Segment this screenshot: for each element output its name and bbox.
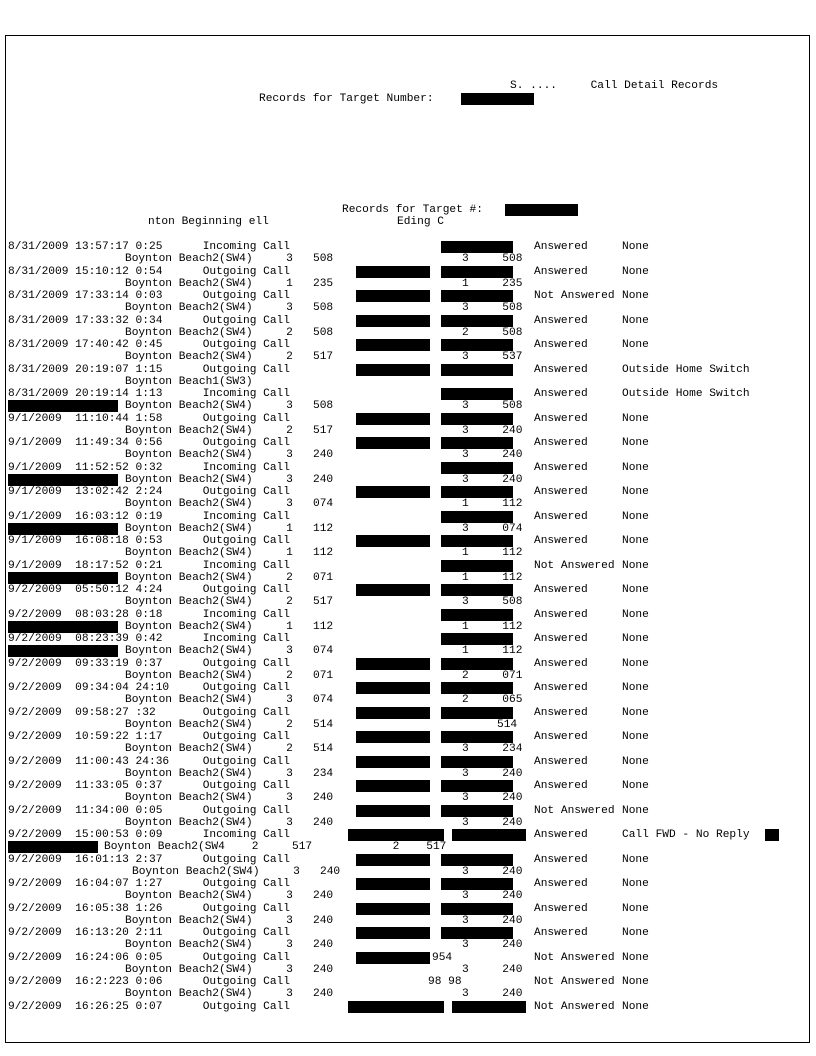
record-status: Not Answered xyxy=(534,804,615,817)
record-end-cell: 3 508 xyxy=(462,302,523,314)
redaction-block xyxy=(356,756,430,768)
record-line-location: Boynton Beach2(SW4) 3 240 xyxy=(125,963,334,976)
record-note: Call FWD - No Reply xyxy=(622,829,750,841)
record-line-location: Boynton Beach2(SW4 2 517 2 517 xyxy=(104,841,447,853)
redaction-block xyxy=(348,1001,444,1013)
record-end-cell: 3 240 xyxy=(462,865,523,878)
record-note: None xyxy=(622,682,649,694)
redaction-block xyxy=(441,413,513,425)
redaction-block xyxy=(441,339,513,351)
record-line-location: Boynton Beach2(SW4) 2 517 xyxy=(125,596,334,608)
record-line-primary: 9/2/2009 09:33:19 0:37 Outgoing Call xyxy=(8,657,290,670)
record-line-location: Boynton Beach2(SW4) 3 240 xyxy=(125,939,334,951)
record-end-cell: 1 112 xyxy=(462,571,523,584)
col-header-right: Eding C xyxy=(397,216,444,228)
redaction-block xyxy=(356,927,430,939)
redaction-block xyxy=(356,339,430,351)
record-note: None xyxy=(622,878,649,890)
record-end-cell: 2 065 xyxy=(462,694,523,706)
record-line-primary: 9/1/2009 11:49:34 0:56 Outgoing Call xyxy=(8,437,290,449)
redaction-block xyxy=(441,560,513,572)
redaction-block xyxy=(441,903,513,915)
record-end-cell: 1 112 xyxy=(462,498,523,510)
record-note: None xyxy=(622,976,649,988)
record-status: Answered xyxy=(534,510,588,523)
record-end-cell: 3 240 xyxy=(462,816,523,829)
doc-records-target: Records for Target #: xyxy=(342,204,483,216)
record-line-location: Boynton Beach2(SW4) 1 112 xyxy=(125,547,334,559)
record-line-primary: 9/1/2009 18:17:52 0:21 Incoming Call xyxy=(8,559,290,572)
record-note: None xyxy=(622,608,649,621)
record-end-cell: 3 508 xyxy=(462,253,523,265)
redaction-block xyxy=(441,658,513,670)
redaction-block xyxy=(441,927,513,939)
record-note: None xyxy=(622,535,649,547)
redaction-block xyxy=(356,952,430,964)
record-line-primary: 9/1/2009 16:03:12 0:19 Incoming Call xyxy=(8,510,290,523)
record-status: Answered xyxy=(534,780,588,792)
redaction-block xyxy=(356,437,430,449)
redaction-block xyxy=(452,829,526,841)
record-note: None xyxy=(622,706,649,719)
record-line-location: Boynton Beach2(SW4) 3 508 xyxy=(125,400,334,412)
record-status: Not Answered xyxy=(534,290,615,302)
record-line-location: Boynton Beach1(SW3) xyxy=(125,375,253,388)
record-line-location: Boynton Beach2(SW4) 3 240 xyxy=(125,473,334,486)
record-line-location: Boynton Beach2(SW4) 3 074 xyxy=(125,694,334,706)
record-note: None xyxy=(622,951,649,964)
record-line-primary: 8/31/2009 17:40:42 0:45 Outgoing Call xyxy=(8,339,290,351)
record-status: Answered xyxy=(534,388,588,400)
record-line-primary: 9/2/2009 11:00:43 24:36 Outgoing Call xyxy=(8,755,290,768)
record-note: None xyxy=(622,314,649,327)
record-end-cell: 3 240 xyxy=(462,792,523,804)
record-line-primary: 9/1/2009 11:10:44 1:58 Outgoing Call xyxy=(8,412,290,425)
record-status: Answered xyxy=(534,608,588,621)
record-line-primary: 9/2/2009 16:2:223 0:06 Outgoing Call xyxy=(8,976,290,988)
record-end-cell: 3 240 xyxy=(462,963,523,976)
redaction-block xyxy=(441,241,513,253)
record-note: None xyxy=(622,412,649,425)
record-line-primary: 8/31/2009 13:57:17 0:25 Incoming Call xyxy=(8,241,290,253)
redaction-block xyxy=(356,805,430,817)
record-status: Answered xyxy=(534,755,588,768)
redaction-block xyxy=(441,854,513,866)
record-line-location: Boynton Beach2(SW4) 2 071 xyxy=(125,669,334,682)
record-line-location: Boynton Beach2(SW4) 3 234 xyxy=(125,767,334,780)
record-status: Not Answered xyxy=(534,1000,615,1013)
record-note: None xyxy=(622,559,649,572)
record-line-primary: 9/2/2009 08:03:28 0:18 Incoming Call xyxy=(8,608,290,621)
record-status: Answered xyxy=(534,437,588,449)
record-inline-fragment: 98 98 xyxy=(428,976,462,988)
record-end-cell: 2 071 xyxy=(462,669,523,682)
record-note: None xyxy=(622,657,649,670)
record-line-primary: 9/1/2009 11:52:52 0:32 Incoming Call xyxy=(8,461,290,474)
record-line-location: Boynton Beach2(SW4) 3 240 xyxy=(125,792,334,804)
record-end-cell: 3 240 xyxy=(462,449,523,461)
record-line-primary: 9/2/2009 09:58:27 :32 Outgoing Call xyxy=(8,706,290,719)
record-inline-fragment: 954 xyxy=(432,951,453,964)
record-status: Answered xyxy=(534,584,588,596)
redaction-block xyxy=(441,486,513,498)
record-end-cell: 3 240 xyxy=(462,988,523,1000)
record-note: None xyxy=(622,804,649,817)
record-status: Answered xyxy=(534,682,588,694)
record-note: None xyxy=(622,780,649,792)
record-line-location: Boynton Beach2(SW4) 3 240 xyxy=(125,816,334,829)
redaction-block xyxy=(441,682,513,694)
record-line-primary: 8/31/2009 17:33:14 0:03 Outgoing Call xyxy=(8,290,290,302)
record-note: None xyxy=(622,584,649,596)
record-end-cell: 1 235 xyxy=(462,277,523,290)
record-end-cell: 3 074 xyxy=(462,522,523,535)
redaction-block xyxy=(441,388,513,400)
redaction-block xyxy=(356,315,430,327)
redaction-block xyxy=(356,266,430,278)
redaction-block xyxy=(441,805,513,817)
record-end-cell: 3 240 xyxy=(462,914,523,927)
redaction-block xyxy=(441,731,513,743)
record-status: Answered xyxy=(534,853,588,866)
record-line-location: Boynton Beach2(SW4) 3 240 xyxy=(132,865,341,878)
record-end-cell: 1 112 xyxy=(462,547,523,559)
record-note: None xyxy=(622,902,649,915)
record-line-location: Boynton Beach2(SW4) 3 508 xyxy=(125,253,334,265)
record-line-primary: 9/2/2009 05:50:12 4:24 Outgoing Call xyxy=(8,584,290,596)
record-status: Answered xyxy=(534,927,588,939)
record-line-primary: 8/31/2009 20:19:07 1:15 Outgoing Call xyxy=(8,363,290,376)
record-note: None xyxy=(622,339,649,351)
record-status: Answered xyxy=(534,241,588,253)
redaction-block xyxy=(452,1001,526,1013)
record-line-primary: 9/2/2009 08:23:39 0:42 Incoming Call xyxy=(8,633,290,645)
record-line-primary: 9/2/2009 15:00:53 0:09 Incoming Call xyxy=(8,829,290,841)
record-line-location: Boynton Beach2(SW4) 2 071 xyxy=(125,571,334,584)
record-note: Outside Home Switch xyxy=(622,388,750,400)
record-line-primary: 8/31/2009 17:33:32 0:34 Outgoing Call xyxy=(8,314,290,327)
record-status: Answered xyxy=(534,731,588,743)
redaction-block xyxy=(441,364,513,376)
record-end-cell: 3 240 xyxy=(462,473,523,486)
record-line-location: Boynton Beach2(SW4) 1 235 xyxy=(125,277,334,290)
col-header-left: nton Beginning ell xyxy=(148,216,269,228)
record-end-cell: 3 537 xyxy=(462,351,523,363)
record-status: Answered xyxy=(534,535,588,547)
record-line-primary: 9/2/2009 16:24:06 0:05 Outgoing Call xyxy=(8,951,290,964)
record-line-location: Boynton Beach2(SW4) 2 517 xyxy=(125,424,334,437)
record-line-location: Boynton Beach2(SW4) 3 240 xyxy=(125,890,334,902)
record-line-location: Boynton Beach2(SW4) 3 074 xyxy=(125,498,334,510)
record-note: Outside Home Switch xyxy=(622,363,750,376)
record-end-cell: 3 240 xyxy=(462,767,523,780)
record-note: None xyxy=(622,633,649,645)
record-end-cell: 3 240 xyxy=(462,890,523,902)
record-end-cell: 3 508 xyxy=(462,400,523,412)
record-line-primary: 9/2/2009 16:01:13 2:37 Outgoing Call xyxy=(8,853,290,866)
record-line-primary: 8/31/2009 15:10:12 0:54 Outgoing Call xyxy=(8,265,290,278)
redaction-block xyxy=(441,584,513,596)
doc-records-line: Records for Target Number: xyxy=(259,93,434,105)
record-status: Answered xyxy=(534,265,588,278)
record-line-location: Boynton Beach2(SW4) 3 240 xyxy=(125,914,334,927)
record-line-primary: 9/1/2009 13:02:42 2:24 Outgoing Call xyxy=(8,486,290,498)
redaction-block xyxy=(505,204,578,216)
record-note: None xyxy=(622,461,649,474)
record-note: None xyxy=(622,510,649,523)
redaction-block xyxy=(356,658,430,670)
record-status: Answered xyxy=(534,461,588,474)
record-line-location: Boynton Beach2(SW4) 2 508 xyxy=(125,326,334,339)
record-line-location: Boynton Beach2(SW4) 2 514 xyxy=(125,718,334,731)
redaction-block xyxy=(441,290,513,302)
record-status: Not Answered xyxy=(534,976,615,988)
redaction-block xyxy=(441,780,513,792)
record-status: Not Answered xyxy=(534,559,615,572)
redaction-block xyxy=(765,829,779,841)
record-end-cell: 1 112 xyxy=(462,645,523,657)
record-status: Answered xyxy=(534,878,588,890)
redaction-block xyxy=(356,854,430,866)
redaction-block xyxy=(441,511,513,523)
record-note: None xyxy=(622,755,649,768)
redaction-block xyxy=(356,364,430,376)
record-line-location: Boynton Beach2(SW4) 1 112 xyxy=(125,522,334,535)
redaction-block xyxy=(441,266,513,278)
record-status: Answered xyxy=(534,902,588,915)
record-status: Answered xyxy=(534,314,588,327)
redaction-block xyxy=(441,633,513,645)
record-note: None xyxy=(622,731,649,743)
redaction-block xyxy=(356,682,430,694)
record-note: None xyxy=(622,265,649,278)
record-note: None xyxy=(622,437,649,449)
record-line-location: Boynton Beach2(SW4) 3 074 xyxy=(125,645,334,657)
record-line-location: Boynton Beach2(SW4) 3 508 xyxy=(125,302,334,314)
record-status: Answered xyxy=(534,486,588,498)
record-note: None xyxy=(622,927,649,939)
redaction-block xyxy=(356,290,430,302)
redaction-block xyxy=(441,315,513,327)
redaction-block xyxy=(441,437,513,449)
doc-header-top-right: S. .... Call Detail Records xyxy=(510,80,719,92)
redaction-block xyxy=(356,584,430,596)
redaction-block xyxy=(461,93,534,105)
record-end-cell: 2 508 xyxy=(462,326,523,339)
record-line-primary: 9/2/2009 16:13:20 2:11 Outgoing Call xyxy=(8,927,290,939)
record-status: Answered xyxy=(534,829,588,841)
record-end-cell: 3 240 xyxy=(462,939,523,951)
redaction-block xyxy=(441,609,513,621)
record-status: Answered xyxy=(534,363,588,376)
record-line-primary: 9/2/2009 16:05:38 1:26 Outgoing Call xyxy=(8,902,290,915)
record-note: None xyxy=(622,1000,649,1013)
record-line-primary: 9/2/2009 11:34:00 0:05 Outgoing Call xyxy=(8,804,290,817)
redaction-block xyxy=(348,829,444,841)
redaction-block xyxy=(356,903,430,915)
record-line-primary: 9/2/2009 16:04:07 1:27 Outgoing Call xyxy=(8,878,290,890)
record-line-primary: 9/2/2009 11:33:05 0:37 Outgoing Call xyxy=(8,780,290,792)
record-end-cell: 3 508 xyxy=(462,596,523,608)
redaction-block xyxy=(356,486,430,498)
record-line-location: Boynton Beach2(SW4) 3 240 xyxy=(125,449,334,461)
record-line-location: Boynton Beach2(SW4) 1 112 xyxy=(125,620,334,633)
redaction-block xyxy=(356,878,430,890)
record-line-primary: 9/1/2009 16:08:18 0:53 Outgoing Call xyxy=(8,535,290,547)
record-status: Answered xyxy=(534,633,588,645)
record-line-primary: 8/31/2009 20:19:14 1:13 Incoming Call xyxy=(8,388,290,400)
record-note: None xyxy=(622,486,649,498)
redaction-block xyxy=(441,462,513,474)
record-status: Answered xyxy=(534,706,588,719)
record-end-cell: 3 234 xyxy=(462,743,523,755)
redaction-block xyxy=(441,535,513,547)
record-note: None xyxy=(622,853,649,866)
redaction-block xyxy=(356,535,430,547)
redaction-block xyxy=(441,756,513,768)
record-note: None xyxy=(622,290,649,302)
redaction-block xyxy=(441,707,513,719)
record-line-location: Boynton Beach2(SW4) 2 514 xyxy=(125,743,334,755)
record-status: Not Answered xyxy=(534,951,615,964)
record-end-cell: 514 xyxy=(497,718,518,731)
redaction-block xyxy=(356,780,430,792)
record-line-primary: 9/2/2009 10:59:22 1:17 Outgoing Call xyxy=(8,731,290,743)
redaction-block xyxy=(356,413,430,425)
record-end-cell: 1 112 xyxy=(462,620,523,633)
record-line-primary: 9/2/2009 09:34:04 24:10 Outgoing Call xyxy=(8,682,290,694)
redaction-block xyxy=(356,707,430,719)
record-note: None xyxy=(622,241,649,253)
record-line-primary: 9/2/2009 16:26:25 0:07 Outgoing Call xyxy=(8,1000,290,1013)
redaction-block xyxy=(356,731,430,743)
record-status: Answered xyxy=(534,412,588,425)
record-status: Answered xyxy=(534,339,588,351)
record-line-location: Boynton Beach2(SW4) 2 517 xyxy=(125,351,334,363)
record-line-location: Boynton Beach2(SW4) 3 240 xyxy=(125,988,334,1000)
record-end-cell: 3 240 xyxy=(462,424,523,437)
redaction-block xyxy=(441,878,513,890)
record-status: Answered xyxy=(534,657,588,670)
